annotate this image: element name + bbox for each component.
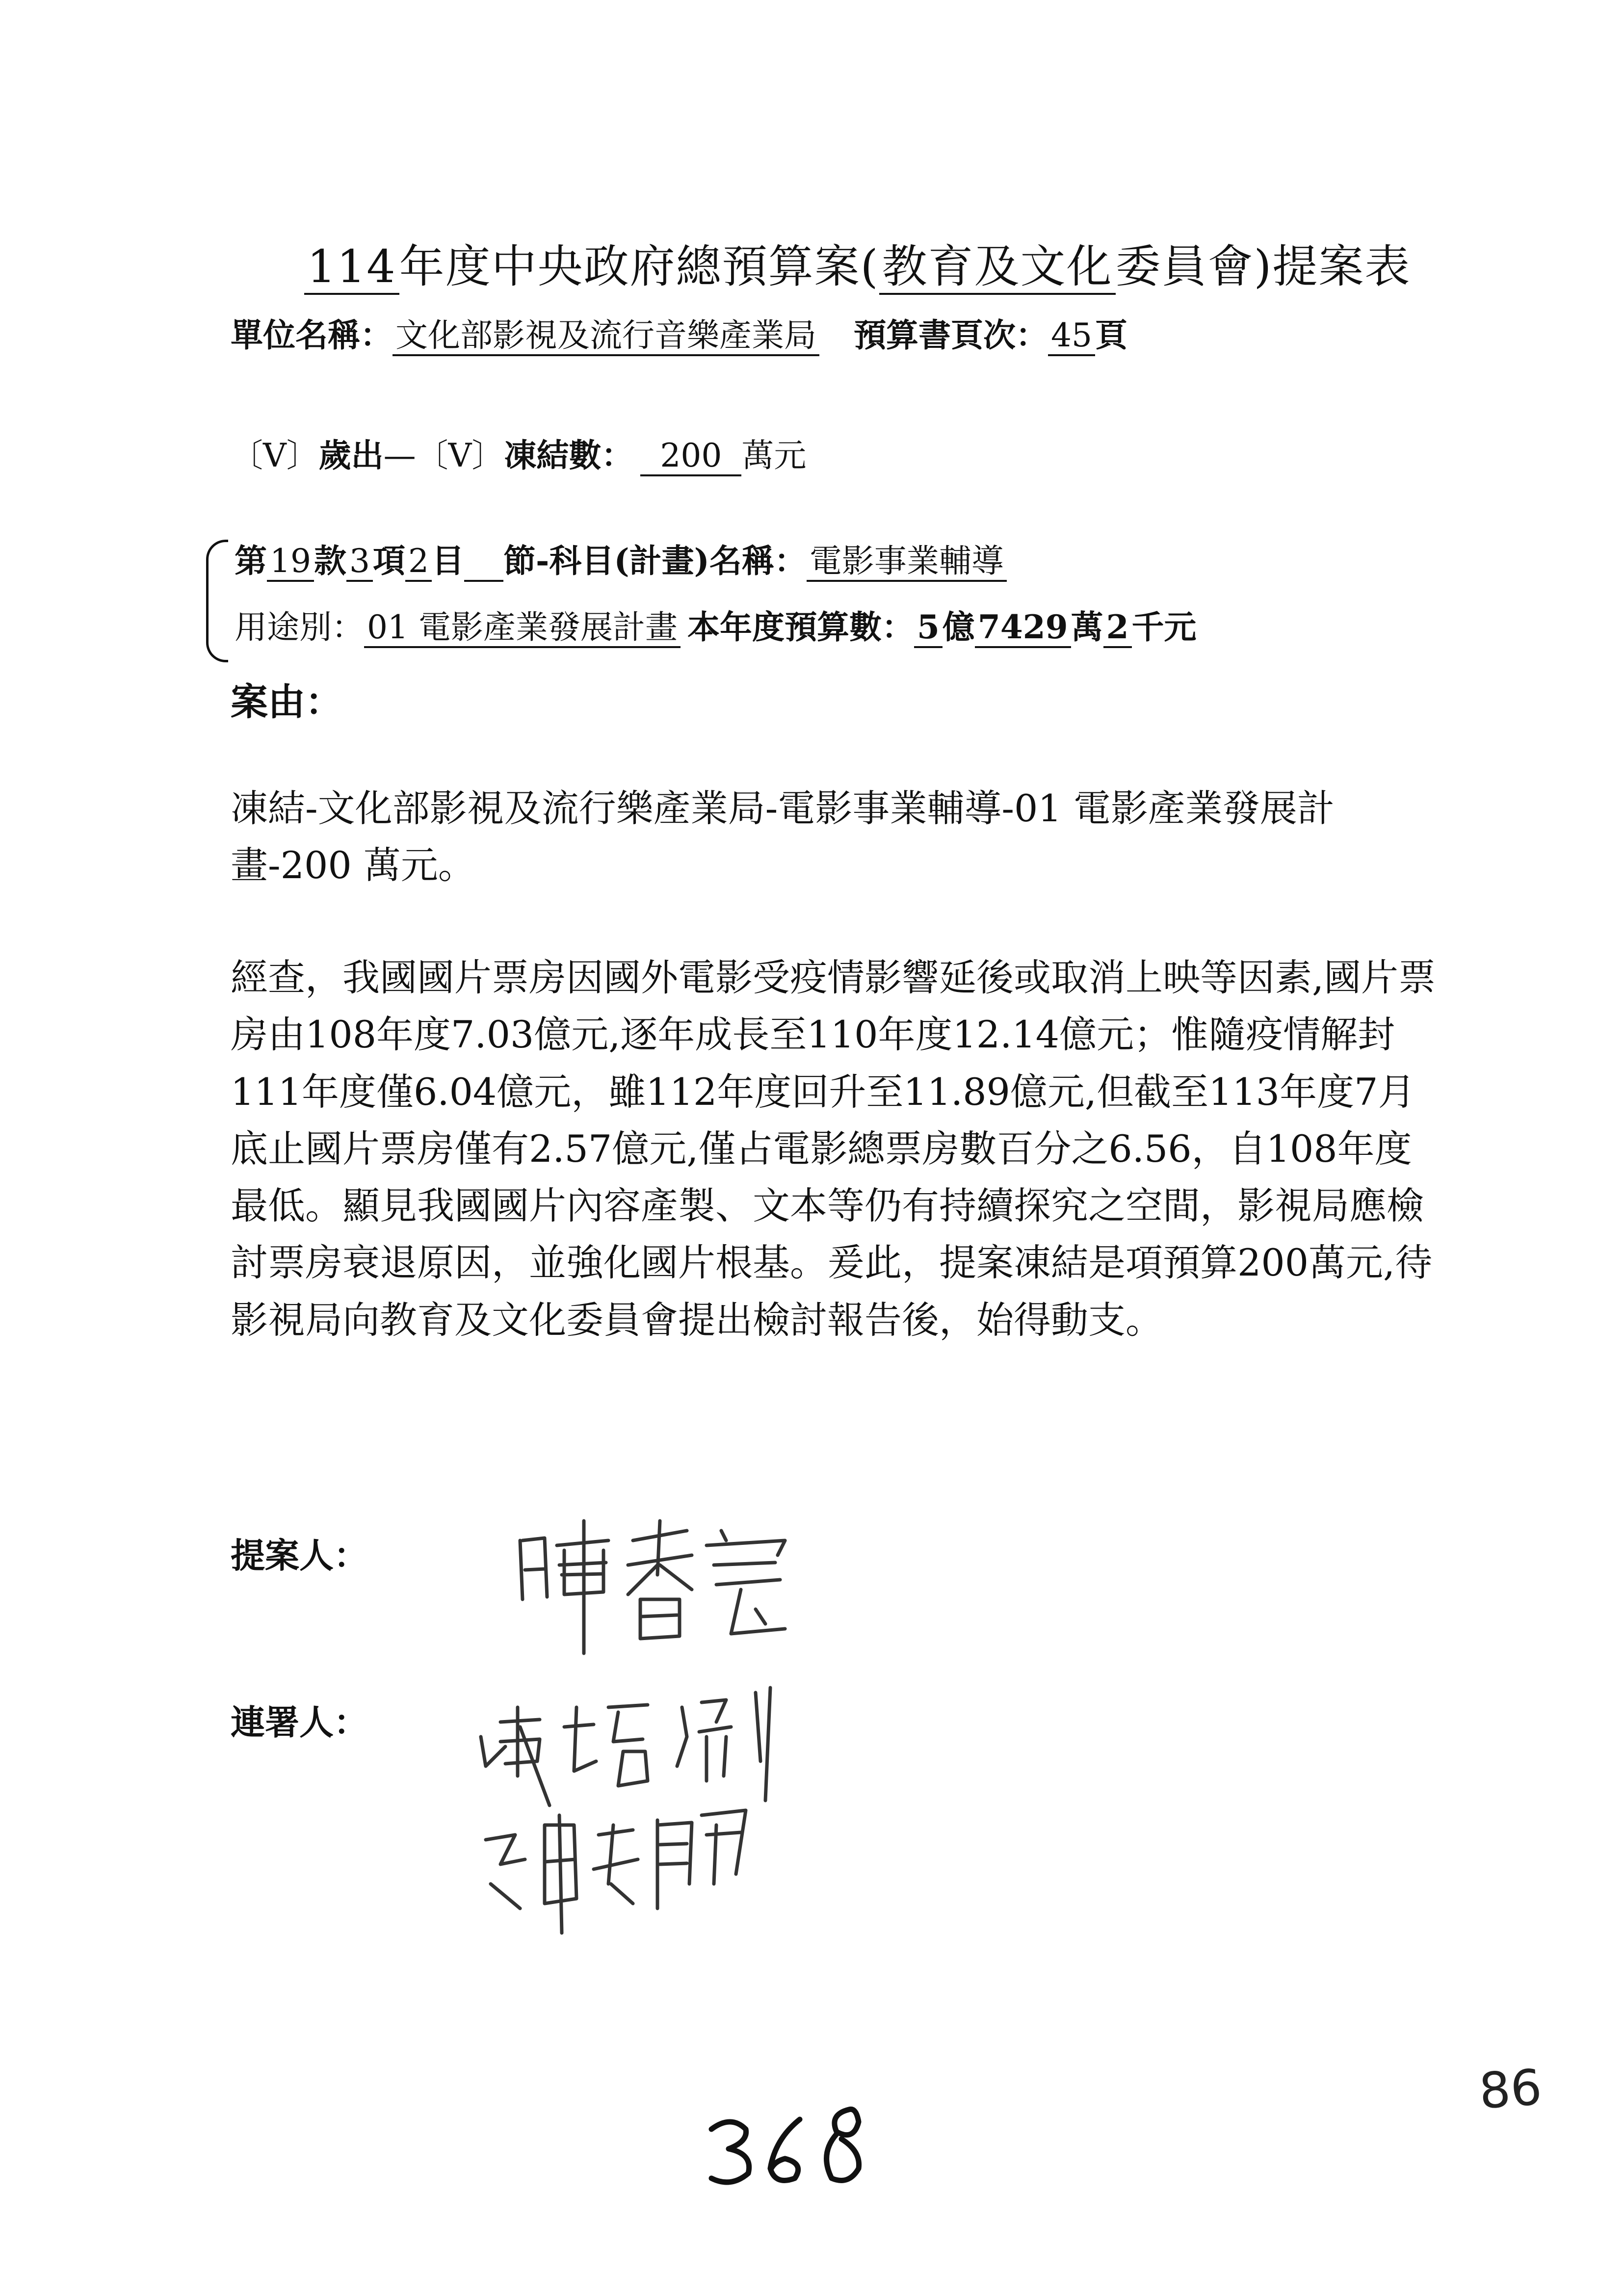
unit-row [231,309,1127,356]
budget-label: 本年度預算數： [687,608,914,646]
freeze-amount: 200 [640,437,741,476]
item-xiang-label: 項 [372,542,405,580]
title-text-b: 委員會)提案表 [1115,240,1411,293]
budget-qian: 2 [1103,608,1132,648]
freeze-row [231,429,806,476]
budget-qian-label: 千元 [1131,608,1197,646]
title-committee: 教育及文化 [879,240,1116,295]
page-value: 45 [1048,316,1095,356]
document-title [304,231,1411,295]
proposer-signature [510,1511,814,1658]
budget-wan: 7429 [975,608,1071,648]
item-mu: 2 [405,542,432,582]
item-row-program [235,535,1007,581]
title-year: 114 [304,240,399,295]
item-kuan: 19 [267,542,314,582]
budget-yi-label: 億 [942,608,975,646]
freeze-checkbox: 〔V〕 [416,437,504,474]
reason-paragraph-1: 凍結-文化部影視及流行樂產業局-電影事業輔導-01 電影產業發展計畫-200 萬元。 [231,786,1335,887]
corner-number: 86 [1477,2058,1544,2120]
item-prefix: 第 [235,542,267,580]
cosigner-label: 連署人： [231,1702,368,1743]
budget-wan-label: 萬 [1071,608,1103,646]
title-text-a: 年度中央政府總預算案( [399,240,879,293]
unit-label: 單位名稱： [231,316,393,354]
proposer-label: 提案人： [231,1535,368,1576]
cosigner-signatures [471,1678,834,1953]
freeze-label: 凍結數： [504,436,634,474]
budget-yi: 5 [914,608,943,648]
page-suffix: 頁 [1095,316,1127,354]
expenditure-checkbox: 〔V〕 [231,437,319,474]
reason-label: 案由： [231,680,342,724]
reason-paragraph-2: 經查，我國國片票房因國外電影受疫情影響延後或取消上映等因素,國片票房由108年度7.03億元,逐年成長至110年度12.14億元；惟隨疫情解封111年度僅6.04億元，雖112年度回升至11.89億元,但截至113年度7月底止國片票房僅有2.57億元,僅占電影總票房數百分之6.56，自108年度最低。顯見我國國片內容產製、文本等仍有持續探究之空間，影視局應檢討票房衰退原因，並強化國片根基。爰此，提案凍結是項預算200萬元,待影視局向教育及文化委員會提出檢討報告後，始得動支。 [231,956,1436,1342]
item-jie-label: 節-科目(計畫)名稱： [503,542,807,580]
item-row-purpose [235,601,1197,648]
item-jie-blank [464,542,503,582]
item-xiang: 3 [346,542,373,582]
purpose-value: 01 電影產業發展計畫 [364,608,681,648]
program-name: 電影事業輔導 [807,542,1007,582]
freeze-dash: — [383,437,416,474]
page-label: 預算書頁次： [854,316,1048,354]
unit-value: 文化部影視及流行音樂產業局 [393,316,819,356]
item-bracket [206,540,228,662]
item-mu-label: 目 [431,542,464,580]
handwritten-page-number [702,2095,888,2193]
freeze-unit: 萬元 [741,437,807,474]
budget-item-block [206,535,1433,662]
expenditure-label: 歲出 [318,436,384,474]
purpose-label: 用途別： [235,608,364,646]
item-kuan-label: 款 [314,542,346,580]
